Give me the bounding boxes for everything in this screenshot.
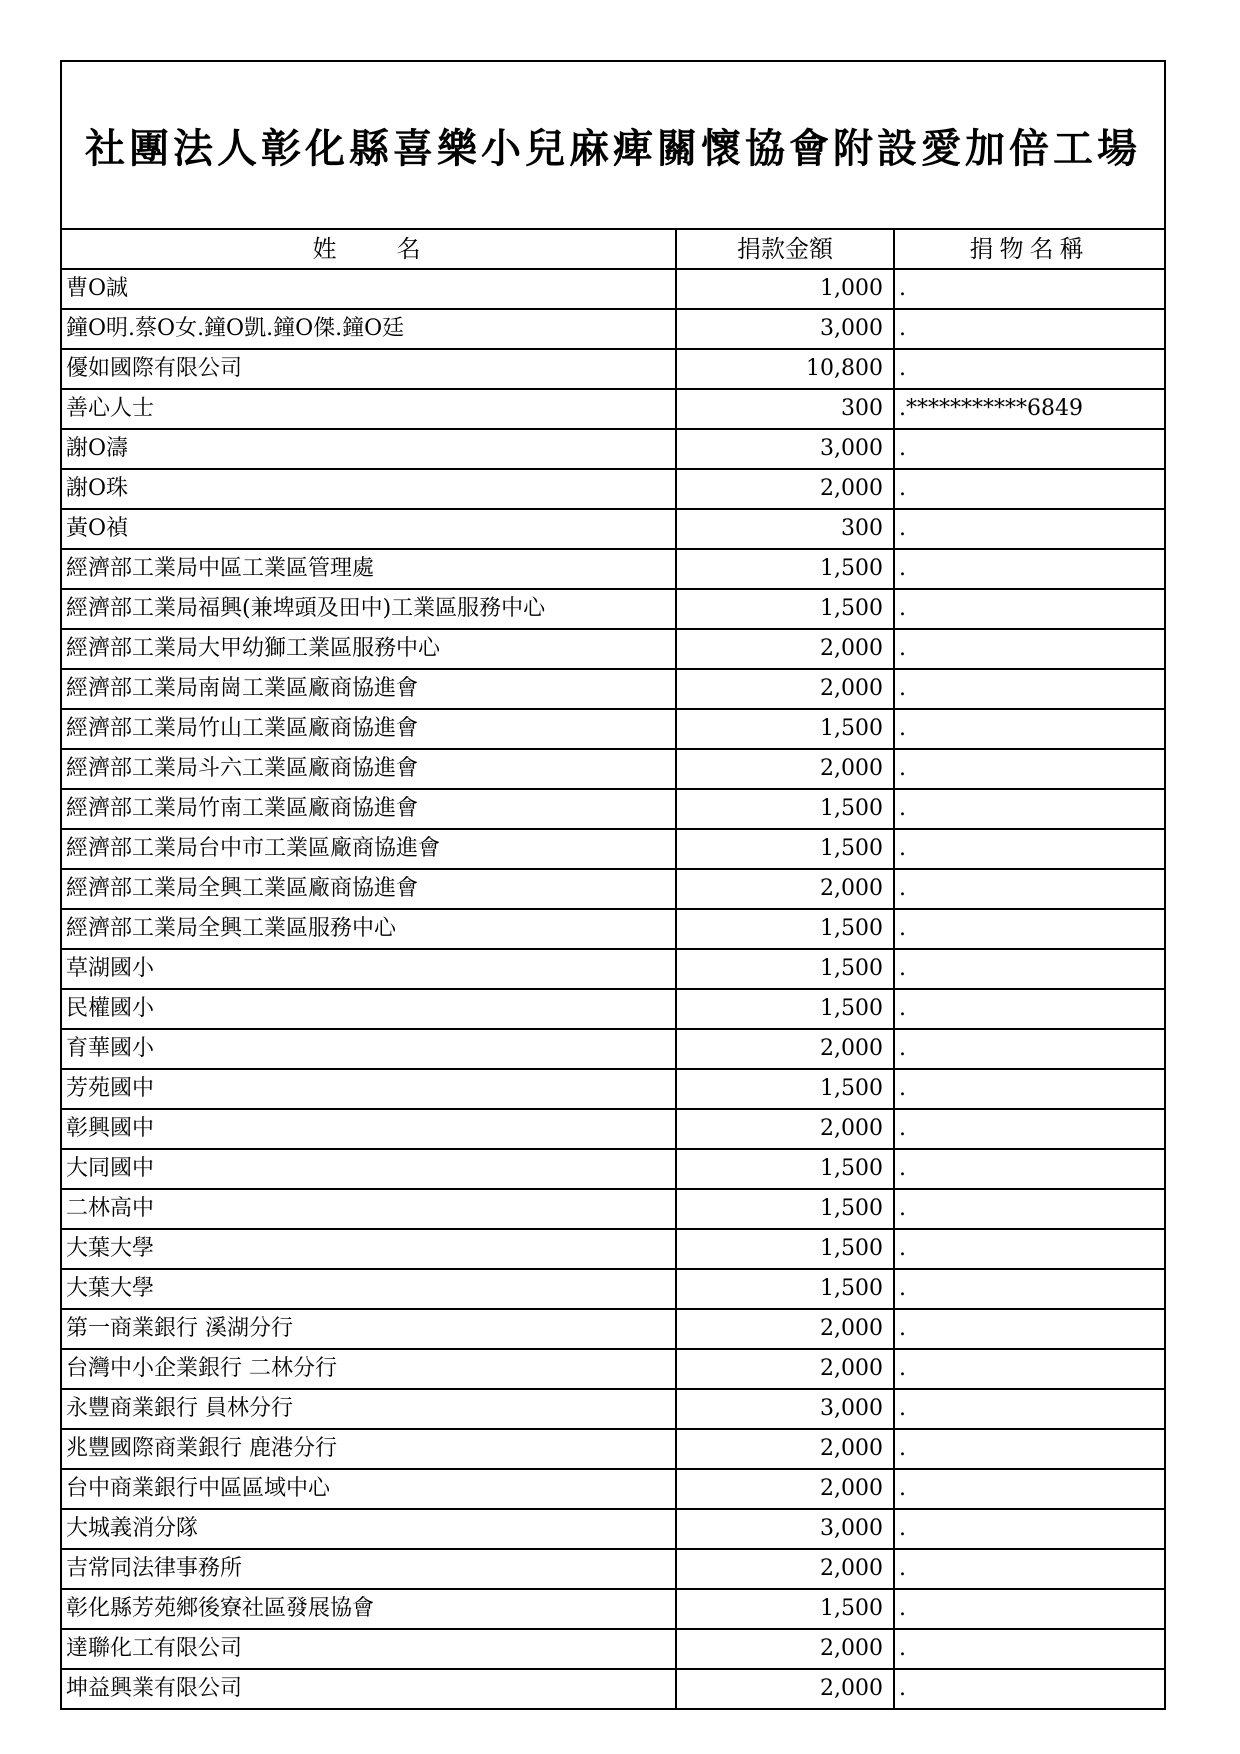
donor-name-cell: 民權國小 bbox=[62, 989, 676, 1029]
donor-name-cell: 謝O珠 bbox=[62, 469, 676, 509]
donation-amount-cell: 3,000 bbox=[676, 1509, 894, 1549]
donated-item-cell: . bbox=[894, 1189, 1164, 1229]
donation-amount-cell: 2,000 bbox=[676, 1469, 894, 1509]
donation-amount-cell: 2,000 bbox=[676, 1309, 894, 1349]
donor-name-cell: 芳苑國中 bbox=[62, 1069, 676, 1109]
donation-amount-cell: 2,000 bbox=[676, 469, 894, 509]
donated-item-cell: . bbox=[894, 709, 1164, 749]
table-body bbox=[62, 269, 1164, 1708]
donated-item-cell: .***********6849 bbox=[894, 389, 1164, 429]
donated-item-cell: . bbox=[894, 469, 1164, 509]
donation-amount-cell: 1,500 bbox=[676, 1189, 894, 1229]
donated-item-cell: . bbox=[894, 869, 1164, 909]
donation-amount-cell: 10,800 bbox=[676, 349, 894, 389]
column-header-item: 捐物名稱 bbox=[894, 230, 1164, 269]
donor-name-cell: 大葉大學 bbox=[62, 1229, 676, 1269]
table-row bbox=[62, 909, 1164, 949]
table-row bbox=[62, 1269, 1164, 1309]
donor-name-cell: 彰化縣芳苑鄉後寮社區發展協會 bbox=[62, 1589, 676, 1629]
donation-amount-cell: 2,000 bbox=[676, 669, 894, 709]
donation-amount-cell: 300 bbox=[676, 509, 894, 549]
donated-item-cell: . bbox=[894, 1429, 1164, 1469]
table-row bbox=[62, 429, 1164, 469]
donor-name-cell: 草湖國小 bbox=[62, 949, 676, 989]
donation-amount-cell: 1,500 bbox=[676, 789, 894, 829]
donated-item-cell: . bbox=[894, 1509, 1164, 1549]
donated-item-cell: . bbox=[894, 749, 1164, 789]
donated-item-cell: . bbox=[894, 1589, 1164, 1629]
donation-amount-cell: 1,500 bbox=[676, 589, 894, 629]
donor-name-cell: 二林高中 bbox=[62, 1189, 676, 1229]
donation-amount-cell: 1,500 bbox=[676, 949, 894, 989]
donated-item-cell: . bbox=[894, 349, 1164, 389]
donor-name-cell: 經濟部工業局南崗工業區廠商協進會 bbox=[62, 669, 676, 709]
table-row bbox=[62, 789, 1164, 829]
table-row bbox=[62, 389, 1164, 429]
donor-name-cell: 優如國際有限公司 bbox=[62, 349, 676, 389]
donor-name-cell: 永豐商業銀行 員林分行 bbox=[62, 1389, 676, 1429]
table-row bbox=[62, 1469, 1164, 1509]
donation-amount-cell: 1,500 bbox=[676, 709, 894, 749]
table-row bbox=[62, 949, 1164, 989]
donor-name-cell: 經濟部工業局大甲幼獅工業區服務中心 bbox=[62, 629, 676, 669]
donation-amount-cell: 2,000 bbox=[676, 749, 894, 789]
donated-item-cell: . bbox=[894, 1669, 1164, 1708]
donation-amount-cell: 1,500 bbox=[676, 1589, 894, 1629]
table-row bbox=[62, 829, 1164, 869]
column-header-name: 姓名 bbox=[62, 230, 676, 269]
donor-name-cell: 大同國中 bbox=[62, 1149, 676, 1189]
donation-amount-cell: 3,000 bbox=[676, 429, 894, 469]
donor-name-cell: 坤益興業有限公司 bbox=[62, 1669, 676, 1708]
donation-amount-cell: 2,000 bbox=[676, 869, 894, 909]
donated-item-cell: . bbox=[894, 629, 1164, 669]
table-row bbox=[62, 1029, 1164, 1069]
table-row bbox=[62, 1149, 1164, 1189]
donation-amount-cell: 1,500 bbox=[676, 989, 894, 1029]
donation-amount-cell: 1,500 bbox=[676, 1149, 894, 1189]
table-row bbox=[62, 1629, 1164, 1669]
donation-amount-cell: 1,500 bbox=[676, 1229, 894, 1269]
donation-amount-cell: 1,500 bbox=[676, 829, 894, 869]
donated-item-cell: . bbox=[894, 1029, 1164, 1069]
title-box bbox=[62, 62, 1164, 230]
table-row bbox=[62, 469, 1164, 509]
table-row bbox=[62, 1309, 1164, 1349]
donation-amount-cell: 1,500 bbox=[676, 909, 894, 949]
donor-name-cell: 大城義消分隊 bbox=[62, 1509, 676, 1549]
donated-item-cell: . bbox=[894, 989, 1164, 1029]
donor-name-cell: 兆豐國際商業銀行 鹿港分行 bbox=[62, 1429, 676, 1469]
donor-name-cell: 經濟部工業局竹山工業區廠商協進會 bbox=[62, 709, 676, 749]
donation-amount-cell: 2,000 bbox=[676, 629, 894, 669]
donor-name-cell: 黃O禎 bbox=[62, 509, 676, 549]
donation-sheet bbox=[60, 60, 1166, 1710]
table-row bbox=[62, 629, 1164, 669]
donor-name-cell: 育華國小 bbox=[62, 1029, 676, 1069]
donor-name-cell: 第一商業銀行 溪湖分行 bbox=[62, 1309, 676, 1349]
donor-name-cell: 達聯化工有限公司 bbox=[62, 1629, 676, 1669]
table-row bbox=[62, 349, 1164, 389]
donated-item-cell: . bbox=[894, 509, 1164, 549]
donated-item-cell: . bbox=[894, 309, 1164, 349]
donated-item-cell: . bbox=[894, 1389, 1164, 1429]
donor-name-cell: 謝O濤 bbox=[62, 429, 676, 469]
donation-amount-cell: 3,000 bbox=[676, 1389, 894, 1429]
table-row bbox=[62, 1069, 1164, 1109]
table-row bbox=[62, 509, 1164, 549]
donation-amount-cell: 1,500 bbox=[676, 1269, 894, 1309]
donation-amount-cell: 2,000 bbox=[676, 1669, 894, 1708]
donated-item-cell: . bbox=[894, 429, 1164, 469]
donated-item-cell: . bbox=[894, 1069, 1164, 1109]
table-row bbox=[62, 1429, 1164, 1469]
donated-item-cell: . bbox=[894, 269, 1164, 309]
table-row bbox=[62, 549, 1164, 589]
donor-name-cell: 經濟部工業局竹南工業區廠商協進會 bbox=[62, 789, 676, 829]
donated-item-cell: . bbox=[894, 1229, 1164, 1269]
donated-item-cell: . bbox=[894, 1149, 1164, 1189]
donor-name-cell: 曹O誠 bbox=[62, 269, 676, 309]
table-row bbox=[62, 669, 1164, 709]
donation-amount-cell: 1,000 bbox=[676, 269, 894, 309]
table-row bbox=[62, 1509, 1164, 1549]
table-row bbox=[62, 1349, 1164, 1389]
donor-name-cell: 經濟部工業局全興工業區廠商協進會 bbox=[62, 869, 676, 909]
donated-item-cell: . bbox=[894, 589, 1164, 629]
table-row bbox=[62, 709, 1164, 749]
table-row bbox=[62, 589, 1164, 629]
donation-amount-cell: 1,500 bbox=[676, 549, 894, 589]
donated-item-cell: . bbox=[894, 909, 1164, 949]
donation-amount-cell: 2,000 bbox=[676, 1109, 894, 1149]
table-row bbox=[62, 1189, 1164, 1229]
donation-amount-cell: 2,000 bbox=[676, 1429, 894, 1469]
table-row bbox=[62, 1669, 1164, 1708]
table-row bbox=[62, 309, 1164, 349]
donor-name-cell: 善心人士 bbox=[62, 389, 676, 429]
donation-amount-cell: 2,000 bbox=[676, 1549, 894, 1589]
donated-item-cell: . bbox=[894, 1269, 1164, 1309]
document-title: 社團法人彰化縣喜樂小兒麻痺關懷協會附設愛加倍工場 bbox=[85, 124, 1141, 172]
donation-amount-cell: 3,000 bbox=[676, 309, 894, 349]
donation-amount-cell: 2,000 bbox=[676, 1349, 894, 1389]
table-row bbox=[62, 1229, 1164, 1269]
donor-name-cell: 經濟部工業局台中市工業區廠商協進會 bbox=[62, 829, 676, 869]
donated-item-cell: . bbox=[894, 549, 1164, 589]
table-row bbox=[62, 749, 1164, 789]
donation-amount-cell: 1,500 bbox=[676, 1069, 894, 1109]
donor-name-cell: 彰興國中 bbox=[62, 1109, 676, 1149]
table-row bbox=[62, 869, 1164, 909]
donation-amount-cell: 2,000 bbox=[676, 1029, 894, 1069]
donor-name-cell: 經濟部工業局福興(兼埤頭及田中)工業區服務中心 bbox=[62, 589, 676, 629]
donor-name-cell: 台灣中小企業銀行 二林分行 bbox=[62, 1349, 676, 1389]
donated-item-cell: . bbox=[894, 1309, 1164, 1349]
donor-name-cell: 經濟部工業局中區工業區管理處 bbox=[62, 549, 676, 589]
donor-name-cell: 經濟部工業局斗六工業區廠商協進會 bbox=[62, 749, 676, 789]
table-header-row bbox=[62, 230, 1164, 269]
donated-item-cell: . bbox=[894, 1629, 1164, 1669]
donated-item-cell: . bbox=[894, 1109, 1164, 1149]
column-header-amount: 捐款金額 bbox=[676, 230, 894, 269]
donor-name-cell: 鐘O明.蔡O女.鐘O凱.鐘O傑.鐘O廷 bbox=[62, 309, 676, 349]
table-row bbox=[62, 1549, 1164, 1589]
donated-item-cell: . bbox=[894, 1469, 1164, 1509]
donated-item-cell: . bbox=[894, 1549, 1164, 1589]
donation-table bbox=[62, 230, 1164, 1708]
table-row bbox=[62, 1589, 1164, 1629]
donated-item-cell: . bbox=[894, 829, 1164, 869]
donation-amount-cell: 2,000 bbox=[676, 1629, 894, 1669]
table-row bbox=[62, 989, 1164, 1029]
donation-amount-cell: 300 bbox=[676, 389, 894, 429]
donated-item-cell: . bbox=[894, 669, 1164, 709]
table-row bbox=[62, 1109, 1164, 1149]
donated-item-cell: . bbox=[894, 949, 1164, 989]
table-row bbox=[62, 1389, 1164, 1429]
donor-name-cell: 大葉大學 bbox=[62, 1269, 676, 1309]
donated-item-cell: . bbox=[894, 789, 1164, 829]
donated-item-cell: . bbox=[894, 1349, 1164, 1389]
donor-name-cell: 吉常同法律事務所 bbox=[62, 1549, 676, 1589]
donor-name-cell: 經濟部工業局全興工業區服務中心 bbox=[62, 909, 676, 949]
table-row bbox=[62, 269, 1164, 309]
donor-name-cell: 台中商業銀行中區區域中心 bbox=[62, 1469, 676, 1509]
